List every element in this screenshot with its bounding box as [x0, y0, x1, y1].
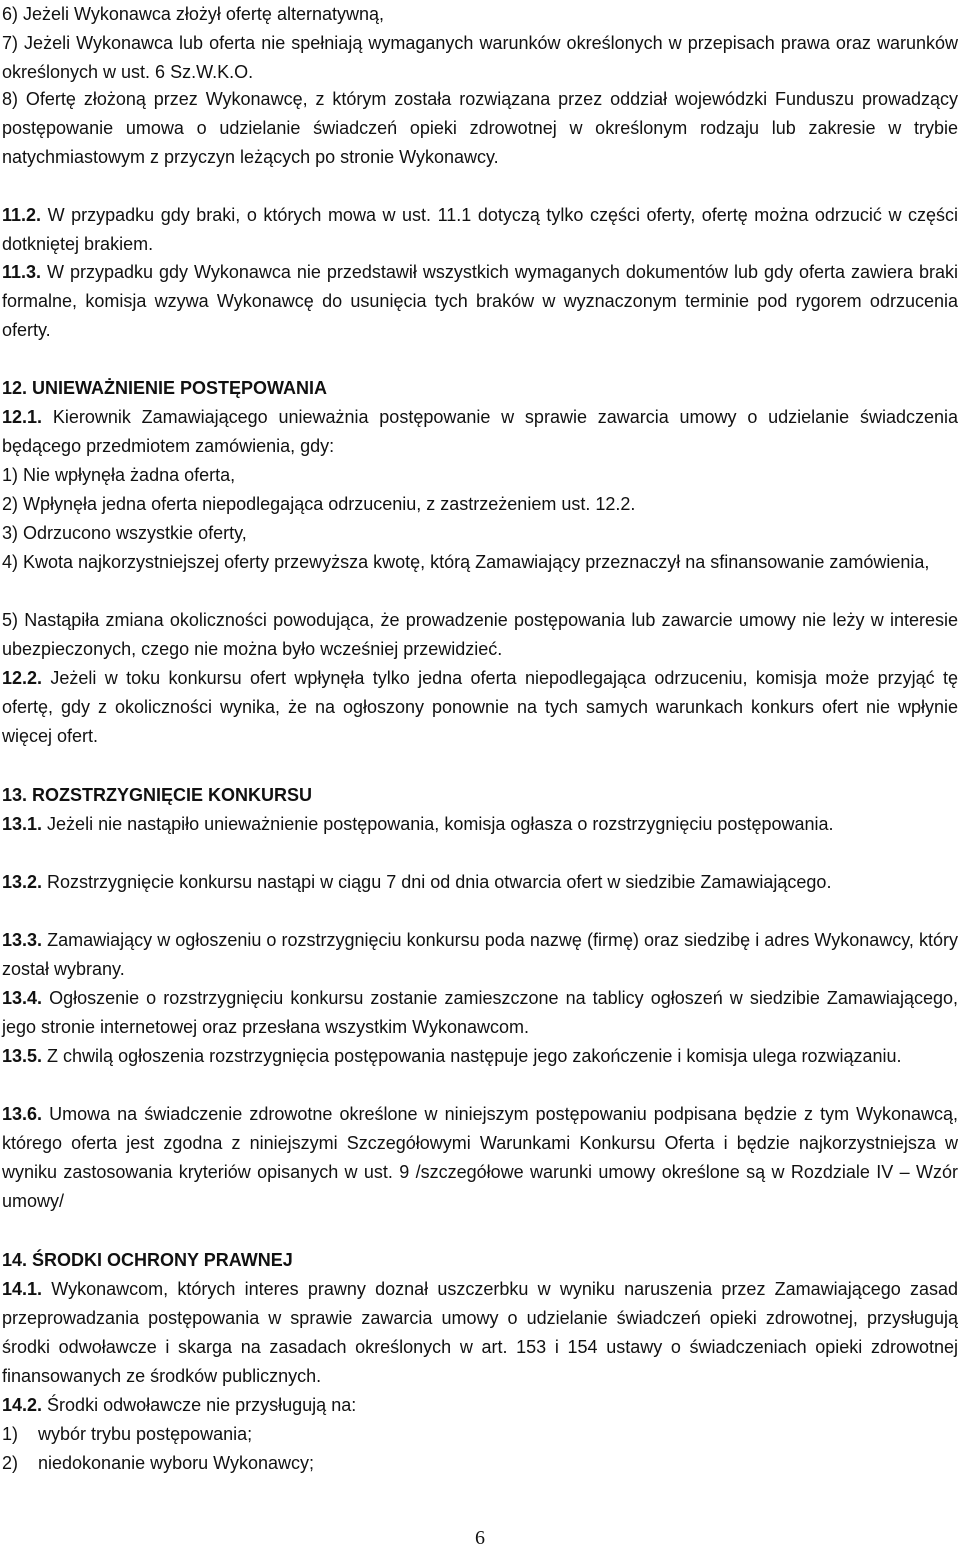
paragraph-13-2: 13.2. Rozstrzygnięcie konkursu nastąpi w ciągu 7 dni od dnia otwarcia ofert w siedzibie Zamawiającego. [2, 872, 832, 892]
list-item: 4) Kwota najkorzystniejszej oferty przewyższa kwotę, którą Zamawiający przeznaczył na sfinansowanie zamówienia, [2, 552, 930, 572]
paragraph-13-1: 13.1. Jeżeli nie nastąpiło unieważnienie postępowania, komisja ogłasza o rozstrzygnięciu postępowania. [2, 814, 834, 834]
paragraph-13-4: 13.4. Ogłoszenie o rozstrzygnięciu konkursu zostanie zamieszczone na tablicy ogłoszeń w siedzibie Zamawiającego, jego stronie internetowej oraz przesłana wszystkim Wykonawcom. [2, 988, 958, 1037]
paragraph-12-2: 12.2. Jeżeli w toku konkursu ofert wpłynęła tylko jedna oferta niepodlegająca odrzuceniu, komisja może przyjąć tę ofertę, gdy z okoliczności wynika, że na ogłoszony ponownie na tych samych warunkach konkurs ofert nie wpłynie więcej ofert. [2, 668, 958, 746]
paragraph-13-3: 13.3. Zamawiający w ogłoszeniu o rozstrzygnięciu konkursu poda nazwę (firmę) oraz siedzibę i adres Wykonawcy, który został wybrany. [2, 930, 958, 979]
list-item: 1) Nie wpłynęła żadna oferta, [2, 465, 236, 485]
paragraph-14-2: 14.2. Środki odwoławcze nie przysługują na: [2, 1395, 357, 1415]
paragraph-13-6: 13.6. Umowa na świadczenie zdrowotne określone w niniejszym postępowaniu podpisana będzie z tym Wykonawcą, którego oferta jest zgodna z niniejszymi Szczegółowymi Warunkami Konkursu Oferta i będzie najkorzystniejsza w wyniku zastosowania kryteriów opisanych w ust. 9 /szczegółowe warunki umowy określone są w Rozdziale IV – Wzór umowy/ [2, 1104, 958, 1211]
paragraph-12-1: 12.1. Kierownik Zamawiającego unieważnia postępowanie w sprawie zawarcia umowy o udzielanie świadczenia będącego przedmiotem zamówienia, gdy: [2, 407, 958, 456]
list-item: 8) Ofertę złożoną przez Wykonawcę, z którym została rozwiązana przez oddział wojewódzki Funduszu prowadzący postępowanie umowa o udzielanie świadczeń opieki zdrowotnej w określonym rodzaju lub zakresie w trybie natychmiastowym z przyczyn leżących po stronie Wykonawcy. [2, 89, 958, 167]
paragraph-11-2: 11.2. W przypadku gdy braki, o których mowa w ust. 11.1 dotyczą tylko części oferty, ofertę można odrzucić w części dotkniętej brakiem. [2, 205, 958, 254]
list-item: 3) Odrzucono wszystkie oferty, [2, 523, 247, 543]
list-item: 1) wybór trybu postępowania; [2, 1424, 253, 1444]
paragraph-11-3: 11.3. W przypadku gdy Wykonawca nie przedstawił wszystkich wymaganych dokumentów lub gdy oferta zawiera braki formalne, komisja wzywa Wykonawcę do usunięcia tych braków w wyznaczonym terminie pod rygorem odrzucenia oferty. [2, 262, 958, 340]
paragraph-13-5: 13.5. Z chwilą ogłoszenia rozstrzygnięcia postępowania następuje jego zakończenie i komisja ulega rozwiązaniu. [2, 1046, 902, 1066]
list-item: 7) Jeżeli Wykonawca lub oferta nie spełniają wymaganych warunków określonych w przepisach prawa oraz warunków określonych w ust. 6 Sz.W.K.O. [2, 33, 958, 82]
paragraph-14-1: 14.1. Wykonawcom, których interes prawny doznał uszczerbku w wyniku naruszenia przez Zamawiającego zasad przeprowadzania postępowania w sprawie zawarcia umowy o udzielanie świadczeń opieki zdrowotnej, przysługują środki odwoławcze i skarga na zasadach określonych w art. 153 i 154 ustawy o świadczeniach opieki zdrowotnej finansowanych ze środków publicznych. [2, 1279, 958, 1386]
section-heading-14: 14. ŚRODKI OCHRONY PRAWNEJ [2, 1250, 293, 1270]
list-item: 2) niedokonanie wyboru Wykonawcy; [2, 1453, 314, 1473]
section-heading-12: 12. UNIEWAŻNIENIE POSTĘPOWANIA [2, 378, 328, 398]
list-item: 5) Nastąpiła zmiana okoliczności powodująca, że prowadzenie postępowania lub zawarcie umowy nie leży w interesie ubezpieczonych, czego nie można było wcześniej przewidzieć. [2, 610, 958, 659]
list-item: 6) Jeżeli Wykonawca złożył ofertę alternatywną, [2, 4, 384, 24]
section-heading-13: 13. ROZSTRZYGNIĘCIE KONKURSU [2, 785, 313, 805]
page-number: 6 [475, 1527, 485, 1549]
list-item: 2) Wpłynęła jedna oferta niepodlegająca odrzuceniu, z zastrzeżeniem ust. 12.2. [2, 494, 636, 514]
